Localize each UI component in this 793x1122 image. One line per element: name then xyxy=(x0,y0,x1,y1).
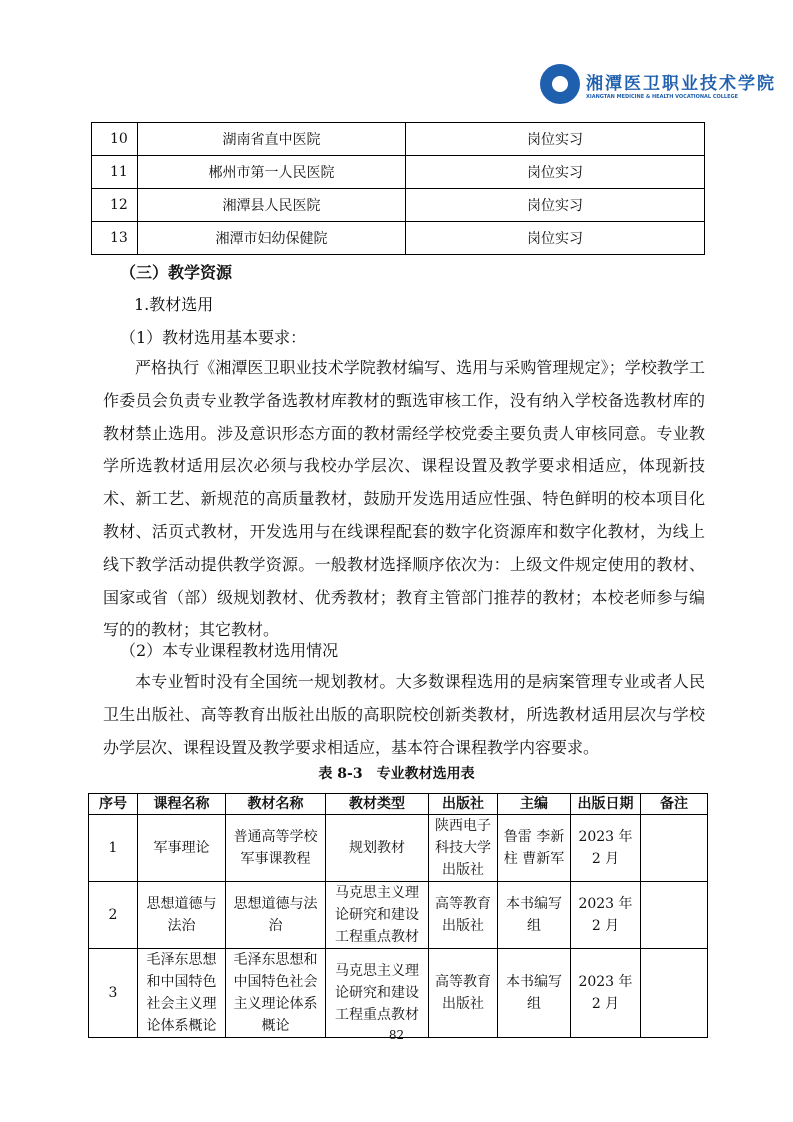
paragraph-requirements: 严格执行《湘潭医卫职业技术学院教材编写、选用与采购管理规定》；学校教学工作委员会负责专业教学备选教材库教材的甄选审核工作，没有纳入学校备选教材库的教材禁止选用。涉及意识形态方面的教材需经学校党委主要负责人审核同意。专业教学所选教材适用层次必须与我校办学层次、课程设置及教学要求相适应，体现新技术、新工艺、新规范的高质量教材，鼓励开发选用适应性强、特色鲜明的校本项目化教材、活页式教材，开发选用与在线课程配套的数字化资源库和数字化教材，为线上线下教学活动提供教学资源。一般教材选择顺序依次为：上级文件规定使用的教材、国家或省（部）级规划教材、优秀教材；教育主管部门推荐的教材；本校老师参与编写的的教材；其它教材。 xyxy=(103,358,705,640)
table-cell: 2023 年 2 月 xyxy=(571,815,641,882)
table-cell: 2 xyxy=(89,882,138,949)
table-cell xyxy=(641,949,708,1038)
column-header: 出版社 xyxy=(429,794,498,815)
table-cell: 本书编写组 xyxy=(498,949,571,1038)
subheading-basic-requirements: （1）教材选用基本要求： xyxy=(120,328,307,347)
table-cell: 2023 年 2 月 xyxy=(571,882,641,949)
cell-name: 郴州市第一人民医院 xyxy=(138,156,406,189)
subheading-course-textbooks: （2）本专业课程教材选用情况 xyxy=(120,641,339,660)
table-cell: 陕西电子科技大学出版社 xyxy=(429,815,498,882)
table-cell: 2023 年 2 月 xyxy=(571,949,641,1038)
cell-no: 13 xyxy=(92,222,138,255)
table-cell: 军事理论 xyxy=(138,815,226,882)
section-heading: （三）教学资源 xyxy=(120,263,233,282)
table-cell: 思想道德与法治 xyxy=(138,882,226,949)
table-row xyxy=(92,222,705,255)
table-row xyxy=(92,123,705,156)
table-row xyxy=(92,156,705,189)
table-cell: 马克思主义理论研究和建设工程重点教材 xyxy=(326,882,429,949)
logo-cn: 湘潭医卫职业技术学院 xyxy=(586,73,776,94)
paragraph-course-textbooks: 本专业暂时没有全国统一规划教材。大多数课程选用的是病案管理专业或者人民卫生出版社、高等教育出版社出版的高职院校创新类教材，所选教材适用层次与学校办学层次、课程设置及教学要求相适应，基本符合课程教学内容要求。 xyxy=(103,672,705,757)
column-header: 出版日期 xyxy=(571,794,641,815)
table-cell: 马克思主义理论研究和建设工程重点教材 xyxy=(326,949,429,1038)
subheading-textbook-selection: 1.教材选用 xyxy=(134,295,214,314)
table-row xyxy=(89,815,708,882)
table-row xyxy=(92,189,705,222)
cell-type: 岗位实习 xyxy=(406,189,705,222)
cell-name: 湘潭县人民医院 xyxy=(138,189,406,222)
cell-name: 湘潭市妇幼保健院 xyxy=(138,222,406,255)
cell-no: 12 xyxy=(92,189,138,222)
table-cell xyxy=(641,882,708,949)
column-header: 备注 xyxy=(641,794,708,815)
table-caption: 表 8-3 专业教材选用表 xyxy=(318,766,475,782)
cell-type: 岗位实习 xyxy=(406,123,705,156)
table-cell: 高等教育出版社 xyxy=(429,882,498,949)
page-number: 82 xyxy=(388,1028,405,1042)
table-cell: 本书编写组 xyxy=(498,882,571,949)
table-cell: 鲁雷 李新柱 曹新军 xyxy=(498,815,571,882)
table-row xyxy=(89,949,708,1038)
table-cell xyxy=(641,815,708,882)
column-header: 主编 xyxy=(498,794,571,815)
table-cell: 1 xyxy=(89,815,138,882)
textbook-table xyxy=(88,793,708,1038)
cell-no: 10 xyxy=(92,123,138,156)
table-cell: 普通高等学校军事课教程 xyxy=(226,815,326,882)
column-header: 序号 xyxy=(89,794,138,815)
internship-table xyxy=(91,122,705,255)
table-cell: 规划教材 xyxy=(326,815,429,882)
table-cell: 毛泽东思想和中国特色社会主义理论体系概论 xyxy=(226,949,326,1038)
college-seal-icon xyxy=(540,64,580,104)
college-logo xyxy=(540,64,776,104)
cell-type: 岗位实习 xyxy=(406,156,705,189)
logo-en: XIANGTAN MEDICINE & HEALTH VOCATIONAL COLLEGE xyxy=(586,93,739,100)
column-header: 教材类型 xyxy=(326,794,429,815)
table-cell: 毛泽东思想和中国特色社会主义理论体系概论 xyxy=(138,949,226,1038)
column-header: 教材名称 xyxy=(226,794,326,815)
cell-no: 11 xyxy=(92,156,138,189)
cell-type: 岗位实习 xyxy=(406,222,705,255)
column-header: 课程名称 xyxy=(138,794,226,815)
table-cell: 3 xyxy=(89,949,138,1038)
table-row xyxy=(89,882,708,949)
cell-name: 湖南省直中医院 xyxy=(138,123,406,156)
table-cell: 高等教育出版社 xyxy=(429,949,498,1038)
table-cell: 思想道德与法治 xyxy=(226,882,326,949)
